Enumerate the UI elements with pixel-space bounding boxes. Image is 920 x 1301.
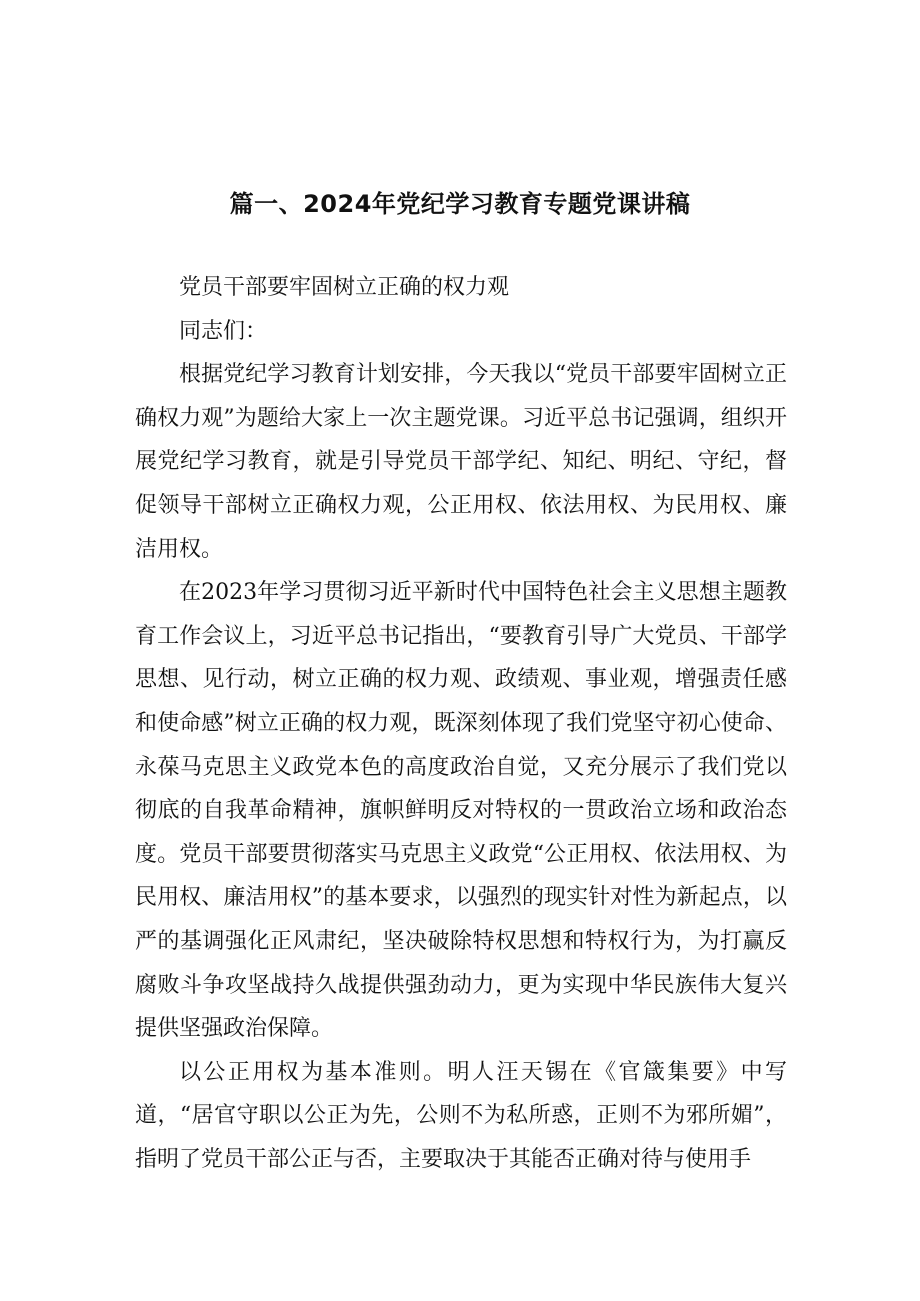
document-body (135, 266, 787, 1181)
paragraph-subtitle: 党员干部要牢固树立正确的权力观 (179, 275, 510, 300)
paragraph-main: 在2023年学习贯彻习近平新时代中国特色社会主义思想主题教育工作会议上，习近平总书记指出，“要教育引导广大党员、干部学思想、见行动，树立正确的权力观、政绩观、事业观，增强责任感和使命感”树立正确的权力观，既深刻体现了我们党坚守初心使命、永葆马克思主义政党本色的高度政治自觉，又充分展示了我们党以彻底的自我革命精神，旗帜鲜明反对特权的一贯政治立场和政治态度。党员干部要贯彻落实马克思主义政党“公正用权、依法用权、为民用权、廉洁用权”的基本要求，以强烈的现实针对性为新起点，以严的基调强化正风肃纪，坚决破除特权思想和特权行为，为打赢反腐败斗争攻坚战持久战提供强劲动力，更为实现中华民族伟大复兴提供坚强政治保障。 (135, 580, 787, 1042)
paragraph-principle: 以公正用权为基本准则。明人汪天锡在《官箴集要》中写道，“居官守职以公正为先，公则不为私所惑，正则不为邪所媚”，指明了党员干部公正与否，主要取决于其能否正确对待与使用手 (135, 1059, 787, 1172)
paragraph-salutation: 同志们： (179, 318, 268, 344)
paragraph-intro: 根据党纪学习教育计划安排，今天我以“党员干部要牢固树立正确权力观”为题给大家上一次主题党课。习近平总书记强调，组织开展党纪学习教育，就是引导党员干部学纪、知纪、明纪、守纪，督促领导干部树立正确权力观，公正用权、依法用权、为民用权、廉洁用权。 (135, 362, 787, 562)
document-title: 篇一、2024年党纪学习教育专题党课讲稿 (229, 190, 691, 219)
